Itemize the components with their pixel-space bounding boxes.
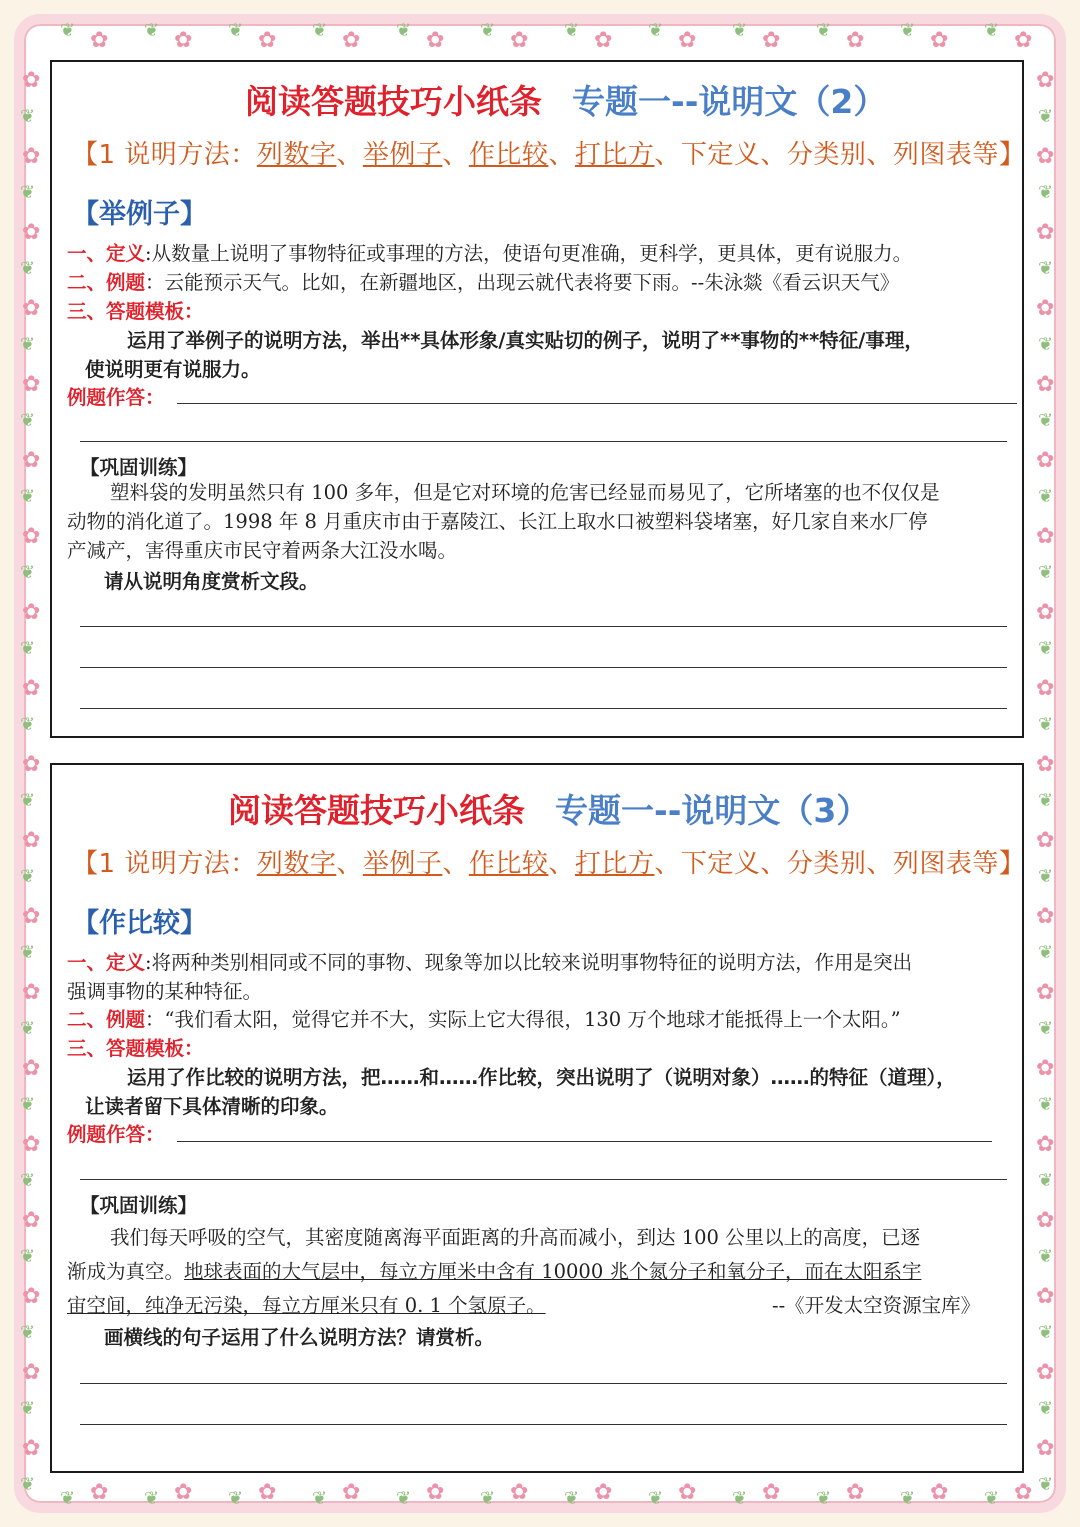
answer-label: 例题作答：: [67, 386, 165, 409]
leaf-icon: ❦: [20, 106, 36, 127]
flower-icon: ✿: [22, 676, 41, 701]
leaf-icon: ❦: [20, 334, 36, 355]
card-topic: 专题一--说明文（3）: [555, 791, 870, 830]
practice-title: 【巩固训练】: [80, 456, 198, 479]
example-row: 二、例题：云能预示天气。比如，在新疆地区，出现云就代表将要下雨。--朱泳燚《看云识天气》: [67, 271, 900, 294]
note-card-3: [50, 763, 1024, 1473]
flower-icon: ✿: [1014, 28, 1033, 53]
leaf-icon: ❦: [20, 790, 36, 811]
section-subtitle: 【作比较】: [72, 908, 207, 939]
flower-icon: ✿: [22, 220, 41, 245]
leaf-icon: ❦: [20, 182, 36, 203]
flower-icon: ✿: [22, 904, 41, 929]
flower-icon: ✿: [426, 28, 445, 53]
leaf-icon: ❦: [1038, 410, 1054, 431]
flower-icon: ✿: [1036, 220, 1055, 245]
flower-icon: ✿: [1036, 1056, 1055, 1081]
leaf-icon: ❦: [20, 1018, 36, 1039]
leaf-icon: ❦: [1038, 714, 1054, 735]
leaf-icon: ❦: [1038, 562, 1054, 583]
flower-icon: ✿: [1036, 1284, 1055, 1309]
answer-line[interactable]: [80, 441, 1007, 442]
leaf-icon: ❦: [1038, 942, 1054, 963]
flower-icon: ✿: [678, 1480, 697, 1505]
flower-icon: ✿: [1036, 828, 1055, 853]
leaf-icon: ❦: [1038, 106, 1054, 127]
leaf-icon: ❦: [60, 1488, 76, 1509]
leaf-icon: ❦: [396, 20, 412, 41]
flower-icon: ✿: [22, 1132, 41, 1157]
leaf-icon: ❦: [480, 1488, 496, 1509]
underlined-sentence: 地球表面的大气层中，每立方厘米中含有 10000 兆个氮分子和氧分子，而在太阳系宇: [184, 1260, 922, 1283]
source-citation: --《开发太空资源宝库》: [772, 1294, 981, 1317]
flower-icon: ✿: [930, 28, 949, 53]
example-row: 二、例题：“我们看太阳，觉得它并不大，实际上它大得很，130 万个地球才能抵得上一个太阳。”: [67, 1008, 901, 1031]
flower-icon: ✿: [1036, 372, 1055, 397]
leaf-icon: ❦: [20, 1246, 36, 1267]
flower-icon: ✿: [342, 1480, 361, 1505]
leaf-icon: ❦: [60, 20, 76, 41]
answer-line[interactable]: [177, 1141, 992, 1142]
leaf-icon: ❦: [1038, 866, 1054, 887]
flower-icon: ✿: [1036, 676, 1055, 701]
leaf-icon: ❦: [1038, 1474, 1054, 1495]
leaf-icon: ❦: [1038, 638, 1054, 659]
leaf-icon: ❦: [732, 20, 748, 41]
flower-icon: ✿: [1036, 296, 1055, 321]
practice-text: 动物的消化道了。1998 年 8 月重庆市由于嘉陵江、长江上取水口被塑料袋堵塞，好几家自来水厂停: [67, 510, 928, 533]
flower-icon: ✿: [90, 1480, 109, 1505]
leaf-icon: ❦: [20, 1398, 36, 1419]
flower-icon: ✿: [258, 28, 277, 53]
flower-icon: ✿: [762, 1480, 781, 1505]
practice-text: 塑料袋的发明虽然只有 100 多年，但是它对环境的危害已经显而易见了，它所堵塞的也不仅仅是: [110, 481, 940, 504]
flower-icon: ✿: [22, 752, 41, 777]
answer-line[interactable]: [80, 1179, 1007, 1180]
flower-icon: ✿: [1036, 448, 1055, 473]
answer-line[interactable]: [80, 1383, 1007, 1384]
flower-icon: ✿: [1036, 600, 1055, 625]
leaf-icon: ❦: [144, 20, 160, 41]
definition-row: 一、定义:从数量上说明了事物特征或事理的方法，使语句更准确，更科学，更具体，更有说服力。: [67, 242, 913, 265]
leaf-icon: ❦: [1038, 1170, 1054, 1191]
leaf-icon: ❦: [228, 20, 244, 41]
flower-icon: ✿: [1036, 752, 1055, 777]
leaf-icon: ❦: [20, 486, 36, 507]
practice-question: 请从说明角度赏析文段。: [104, 570, 319, 593]
flower-icon: ✿: [22, 980, 41, 1005]
leaf-icon: ❦: [816, 1488, 832, 1509]
flower-icon: ✿: [22, 1360, 41, 1385]
definition-row-cont: 强调事物的某种特征。: [67, 980, 263, 1003]
practice-title: 【巩固训练】: [80, 1194, 198, 1217]
leaf-icon: ❦: [20, 410, 36, 431]
flower-icon: ✿: [22, 1056, 41, 1081]
flower-icon: ✿: [258, 1480, 277, 1505]
leaf-icon: ❦: [1038, 182, 1054, 203]
leaf-icon: ❦: [480, 20, 496, 41]
leaf-icon: ❦: [20, 942, 36, 963]
flower-icon: ✿: [22, 524, 41, 549]
flower-icon: ✿: [846, 1480, 865, 1505]
leaf-icon: ❦: [1038, 258, 1054, 279]
flower-icon: ✿: [1014, 1480, 1033, 1505]
flower-icon: ✿: [90, 28, 109, 53]
flower-icon: ✿: [678, 28, 697, 53]
card-topic: 专题一--说明文（2）: [572, 82, 887, 121]
leaf-icon: ❦: [312, 20, 328, 41]
definition-row: 一、定义:将两种类别相同或不同的事物、现象等加以比较来说明事物特征的说明方法，作用是突出: [67, 951, 913, 974]
practice-text: 产减产，害得重庆市民守着两条大江没水喝。: [67, 539, 458, 562]
leaf-icon: ❦: [312, 1488, 328, 1509]
template-text: 运用了作比较的说明方法，把……和……作比较，突出说明了（说明对象）……的特征（道理），: [127, 1066, 956, 1089]
flower-icon: ✿: [846, 28, 865, 53]
practice-text: 我们每天呼吸的空气，其密度随离海平面距离的升高而减小，到达 100 公里以上的高度，已逐: [110, 1226, 921, 1249]
leaf-icon: ❦: [20, 258, 36, 279]
flower-icon: ✿: [930, 1480, 949, 1505]
leaf-icon: ❦: [648, 20, 664, 41]
answer-line[interactable]: [80, 667, 1007, 668]
leaf-icon: ❦: [1038, 1246, 1054, 1267]
note-card-2: [50, 60, 1024, 738]
leaf-icon: ❦: [20, 1094, 36, 1115]
flower-icon: ✿: [1036, 524, 1055, 549]
leaf-icon: ❦: [648, 1488, 664, 1509]
flower-icon: ✿: [510, 28, 529, 53]
answer-line[interactable]: [80, 1424, 1007, 1425]
leaf-icon: ❦: [228, 1488, 244, 1509]
flower-icon: ✿: [22, 448, 41, 473]
flower-icon: ✿: [342, 28, 361, 53]
answer-label: 例题作答：: [67, 1123, 165, 1146]
flower-icon: ✿: [174, 28, 193, 53]
leaf-icon: ❦: [984, 1488, 1000, 1509]
flower-icon: ✿: [1036, 1436, 1055, 1461]
leaf-icon: ❦: [816, 20, 832, 41]
flower-icon: ✿: [1036, 980, 1055, 1005]
flower-icon: ✿: [594, 28, 613, 53]
leaf-icon: ❦: [984, 20, 1000, 41]
leaf-icon: ❦: [1038, 1322, 1054, 1343]
card-title: 阅读答题技巧小纸条: [228, 791, 525, 830]
flower-icon: ✿: [22, 296, 41, 321]
leaf-icon: ❦: [732, 1488, 748, 1509]
flower-icon: ✿: [1036, 1132, 1055, 1157]
flower-icon: ✿: [594, 1480, 613, 1505]
leaf-icon: ❦: [20, 1474, 36, 1495]
leaf-icon: ❦: [1038, 334, 1054, 355]
leaf-icon: ❦: [1038, 790, 1054, 811]
template-label: 三、答题模板：: [67, 300, 204, 323]
leaf-icon: ❦: [20, 1322, 36, 1343]
leaf-icon: ❦: [1038, 1398, 1054, 1419]
flower-icon: ✿: [22, 1436, 41, 1461]
flower-icon: ✿: [22, 68, 41, 93]
flower-icon: ✿: [762, 28, 781, 53]
card-title: 阅读答题技巧小纸条: [245, 82, 542, 121]
methods-list: 【1 说明方法：列数字、举例子、作比较、打比方、下定义、分类别、列图表等】: [72, 849, 1026, 879]
section-subtitle: 【举例子】: [72, 199, 207, 230]
flower-icon: ✿: [1036, 904, 1055, 929]
leaf-icon: ❦: [20, 562, 36, 583]
leaf-icon: ❦: [900, 20, 916, 41]
flower-icon: ✿: [22, 1208, 41, 1233]
flower-icon: ✿: [426, 1480, 445, 1505]
practice-text: 渐成为真空。地球表面的大气层中，每立方厘米中含有 10000 兆个氮分子和氧分子，而在太阳系宇: [67, 1260, 922, 1283]
template-text-cont: 使说明更有说服力。: [85, 358, 261, 381]
leaf-icon: ❦: [564, 1488, 580, 1509]
flower-icon: ✿: [22, 1284, 41, 1309]
leaf-icon: ❦: [1038, 1018, 1054, 1039]
flower-icon: ✿: [510, 1480, 529, 1505]
template-text-cont: 让读者留下具体清晰的印象。: [85, 1095, 339, 1118]
leaf-icon: ❦: [20, 1170, 36, 1191]
leaf-icon: ❦: [20, 866, 36, 887]
leaf-icon: ❦: [1038, 1094, 1054, 1115]
flower-icon: ✿: [22, 600, 41, 625]
flower-icon: ✿: [1036, 68, 1055, 93]
answer-line[interactable]: [177, 403, 1017, 404]
flower-icon: ✿: [1036, 1208, 1055, 1233]
flower-icon: ✿: [22, 144, 41, 169]
leaf-icon: ❦: [20, 638, 36, 659]
flower-icon: ✿: [1036, 144, 1055, 169]
leaf-icon: ❦: [20, 714, 36, 735]
leaf-icon: ❦: [1038, 486, 1054, 507]
leaf-icon: ❦: [900, 1488, 916, 1509]
template-text: 运用了举例子的说明方法，举出**具体形象/真实贴切的例子，说明了**事物的**特征/事理，: [127, 329, 924, 352]
flower-icon: ✿: [22, 372, 41, 397]
flower-icon: ✿: [1036, 1360, 1055, 1385]
answer-line[interactable]: [80, 626, 1007, 627]
flower-icon: ✿: [22, 828, 41, 853]
practice-question: 画横线的句子运用了什么说明方法？请赏析。: [104, 1326, 495, 1349]
leaf-icon: ❦: [564, 20, 580, 41]
flower-icon: ✿: [174, 1480, 193, 1505]
methods-list: 【1 说明方法：列数字、举例子、作比较、打比方、下定义、分类别、列图表等】: [72, 140, 1026, 170]
answer-line[interactable]: [80, 708, 1007, 709]
underlined-sentence-cont: 宙空间，纯净无污染，每立方厘米只有 0. 1 个氢原子。: [67, 1294, 546, 1317]
template-label: 三、答题模板：: [67, 1037, 204, 1060]
leaf-icon: ❦: [396, 1488, 412, 1509]
leaf-icon: ❦: [144, 1488, 160, 1509]
